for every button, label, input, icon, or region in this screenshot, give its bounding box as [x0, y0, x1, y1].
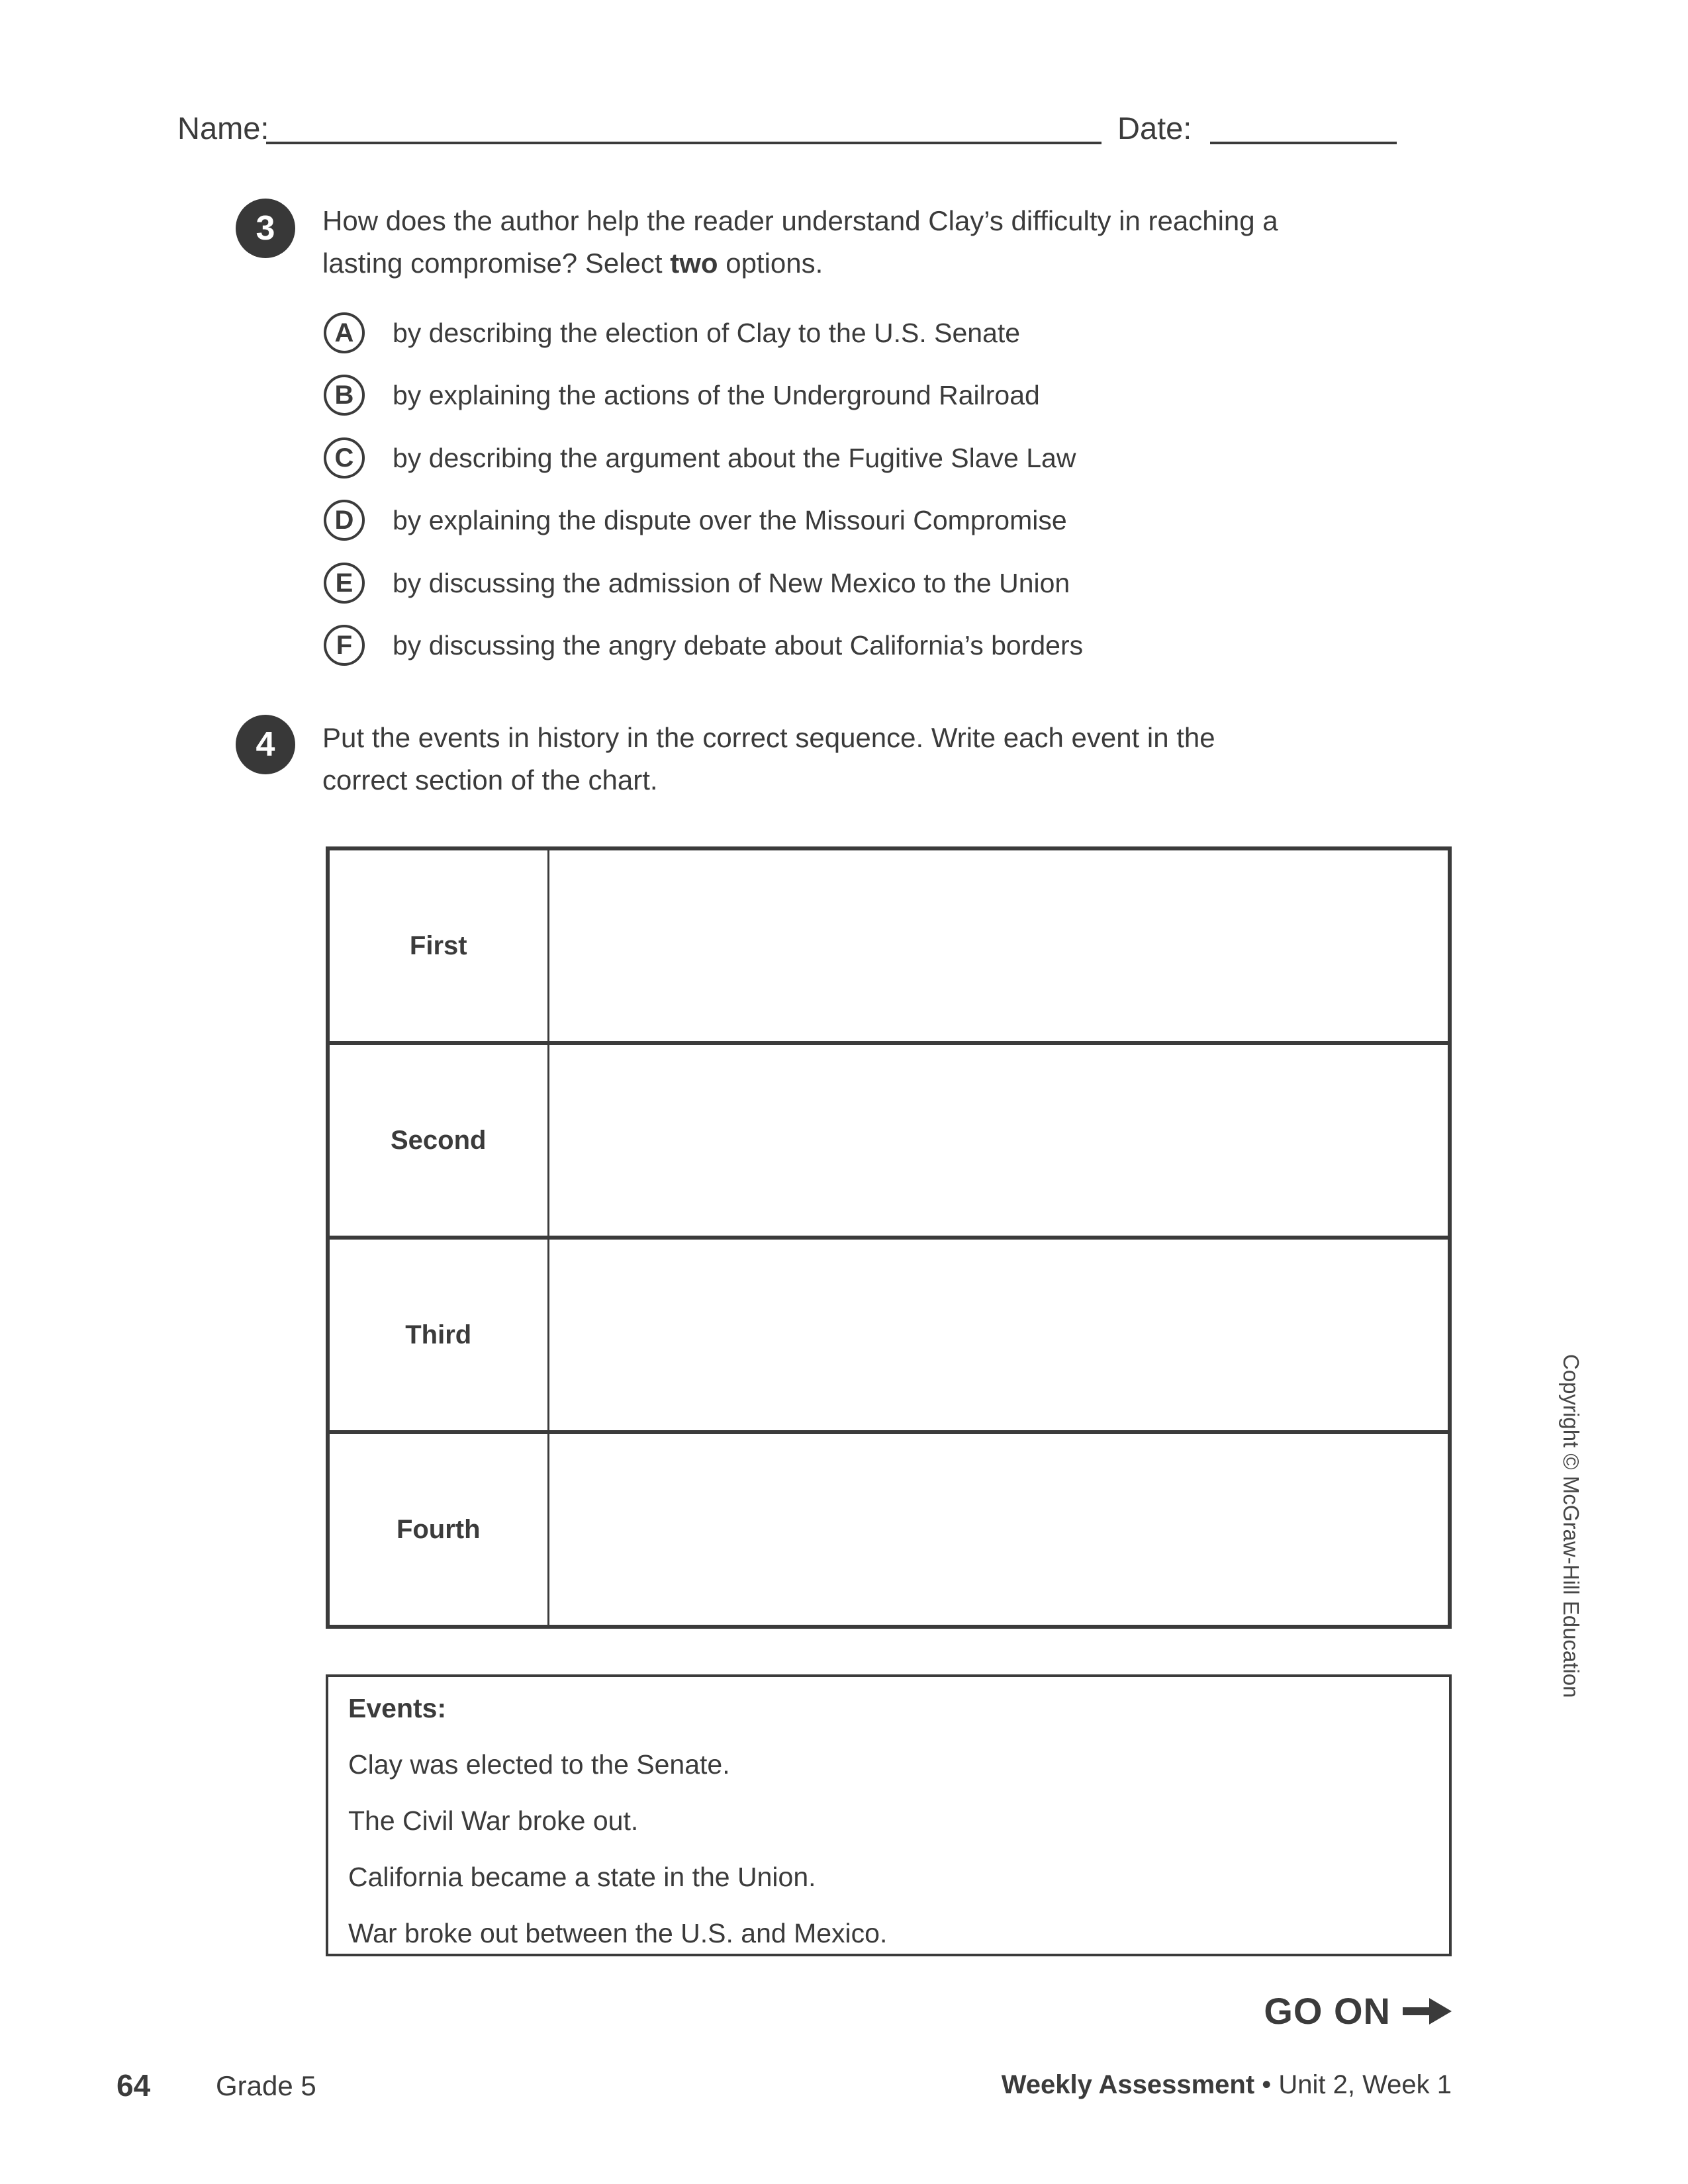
- question-3-prompt-bold-word: two: [670, 248, 718, 279]
- go-on-label: GO ON: [1264, 1990, 1391, 2032]
- option-e-label: by discussing the admission of New Mexico to the Union: [393, 567, 1070, 598]
- sequence-row-label-fourth: Fourth: [328, 1432, 548, 1627]
- option-a-label: by describing the election of Clay to the U.S. Senate: [393, 317, 1021, 348]
- sequence-row-label-second: Second: [328, 1043, 548, 1238]
- table-row: [328, 1432, 1450, 1627]
- sequence-row-label-first: First: [328, 848, 548, 1043]
- option-row-c[interactable]: [324, 435, 1076, 481]
- option-c-circle[interactable]: C: [324, 437, 365, 478]
- option-f-circle[interactable]: F: [324, 625, 365, 666]
- date-blank-line[interactable]: [1210, 113, 1397, 144]
- option-b-circle[interactable]: B: [324, 375, 365, 416]
- option-row-a[interactable]: [324, 310, 1020, 356]
- sequence-row-label-third: Third: [328, 1238, 548, 1432]
- table-row: [328, 1238, 1450, 1432]
- option-d-label: by explaining the dispute over the Missouri Compromise: [393, 504, 1067, 535]
- option-f-label: by discussing the angry debate about California’s borders: [393, 629, 1084, 660]
- question-3-prompt-line2-suffix: options.: [718, 248, 823, 279]
- question-3-prompt-line1: How does the author help the reader understand Clay’s difficulty in reaching a: [322, 205, 1278, 236]
- event-item-4: War broke out between the U.S. and Mexico.: [348, 1918, 888, 1948]
- question-4-prompt-line1: Put the events in history in the correct sequence. Write each event in the: [322, 722, 1215, 753]
- option-row-e[interactable]: [324, 560, 1070, 606]
- option-a-circle[interactable]: A: [324, 312, 365, 353]
- question-4-prompt-line2: correct section of the chart.: [322, 764, 658, 796]
- option-row-d[interactable]: [324, 497, 1067, 543]
- event-item-3: California became a state in the Union.: [348, 1862, 816, 1892]
- event-item-1: Clay was elected to the Senate.: [348, 1749, 730, 1780]
- events-title: Events:: [348, 1693, 447, 1723]
- question-3-prompt: [322, 200, 1461, 285]
- date-label: Date:: [1117, 111, 1192, 146]
- sequence-row-answer-first[interactable]: [548, 848, 1450, 1043]
- option-e-circle[interactable]: E: [324, 563, 365, 604]
- footer-assessment-label: [788, 2070, 1452, 2100]
- sequence-table: [326, 846, 1452, 1629]
- table-row: [328, 848, 1450, 1043]
- question-4-prompt: [322, 717, 1421, 801]
- option-c-label: by describing the argument about the Fugitive Slave Law: [393, 442, 1076, 473]
- page-number: 64: [117, 2068, 151, 2103]
- option-row-b[interactable]: [324, 372, 1040, 418]
- copyright-notice: Copyright © McGraw-Hill Education: [1559, 1354, 1583, 1698]
- go-on-arrow-icon: [1403, 1993, 1452, 2029]
- question-3-number-badge: 3: [236, 199, 295, 258]
- question-3-prompt-line2-prefix: lasting compromise? Select: [322, 248, 671, 279]
- footer-assessment-title: Weekly Assessment: [1001, 2070, 1255, 2099]
- question-4-number-badge: 4: [236, 715, 295, 774]
- option-d-circle[interactable]: D: [324, 500, 365, 541]
- sequence-row-answer-third[interactable]: [548, 1238, 1450, 1432]
- name-blank-line[interactable]: [266, 113, 1102, 144]
- sequence-row-answer-second[interactable]: [548, 1043, 1450, 1238]
- footer-assessment-unit: • Unit 2, Week 1: [1254, 2070, 1452, 2099]
- table-row: [328, 1043, 1450, 1238]
- option-row-f[interactable]: [324, 622, 1083, 668]
- event-item-2: The Civil War broke out.: [348, 1805, 639, 1836]
- name-label: Name:: [177, 111, 269, 146]
- sequence-row-answer-fourth[interactable]: [548, 1432, 1450, 1627]
- option-b-label: by explaining the actions of the Underground Railroad: [393, 379, 1040, 410]
- go-on-indicator: [988, 1989, 1452, 2032]
- events-word-bank: [326, 1674, 1452, 1956]
- footer-grade-label: Grade 5: [216, 2070, 316, 2101]
